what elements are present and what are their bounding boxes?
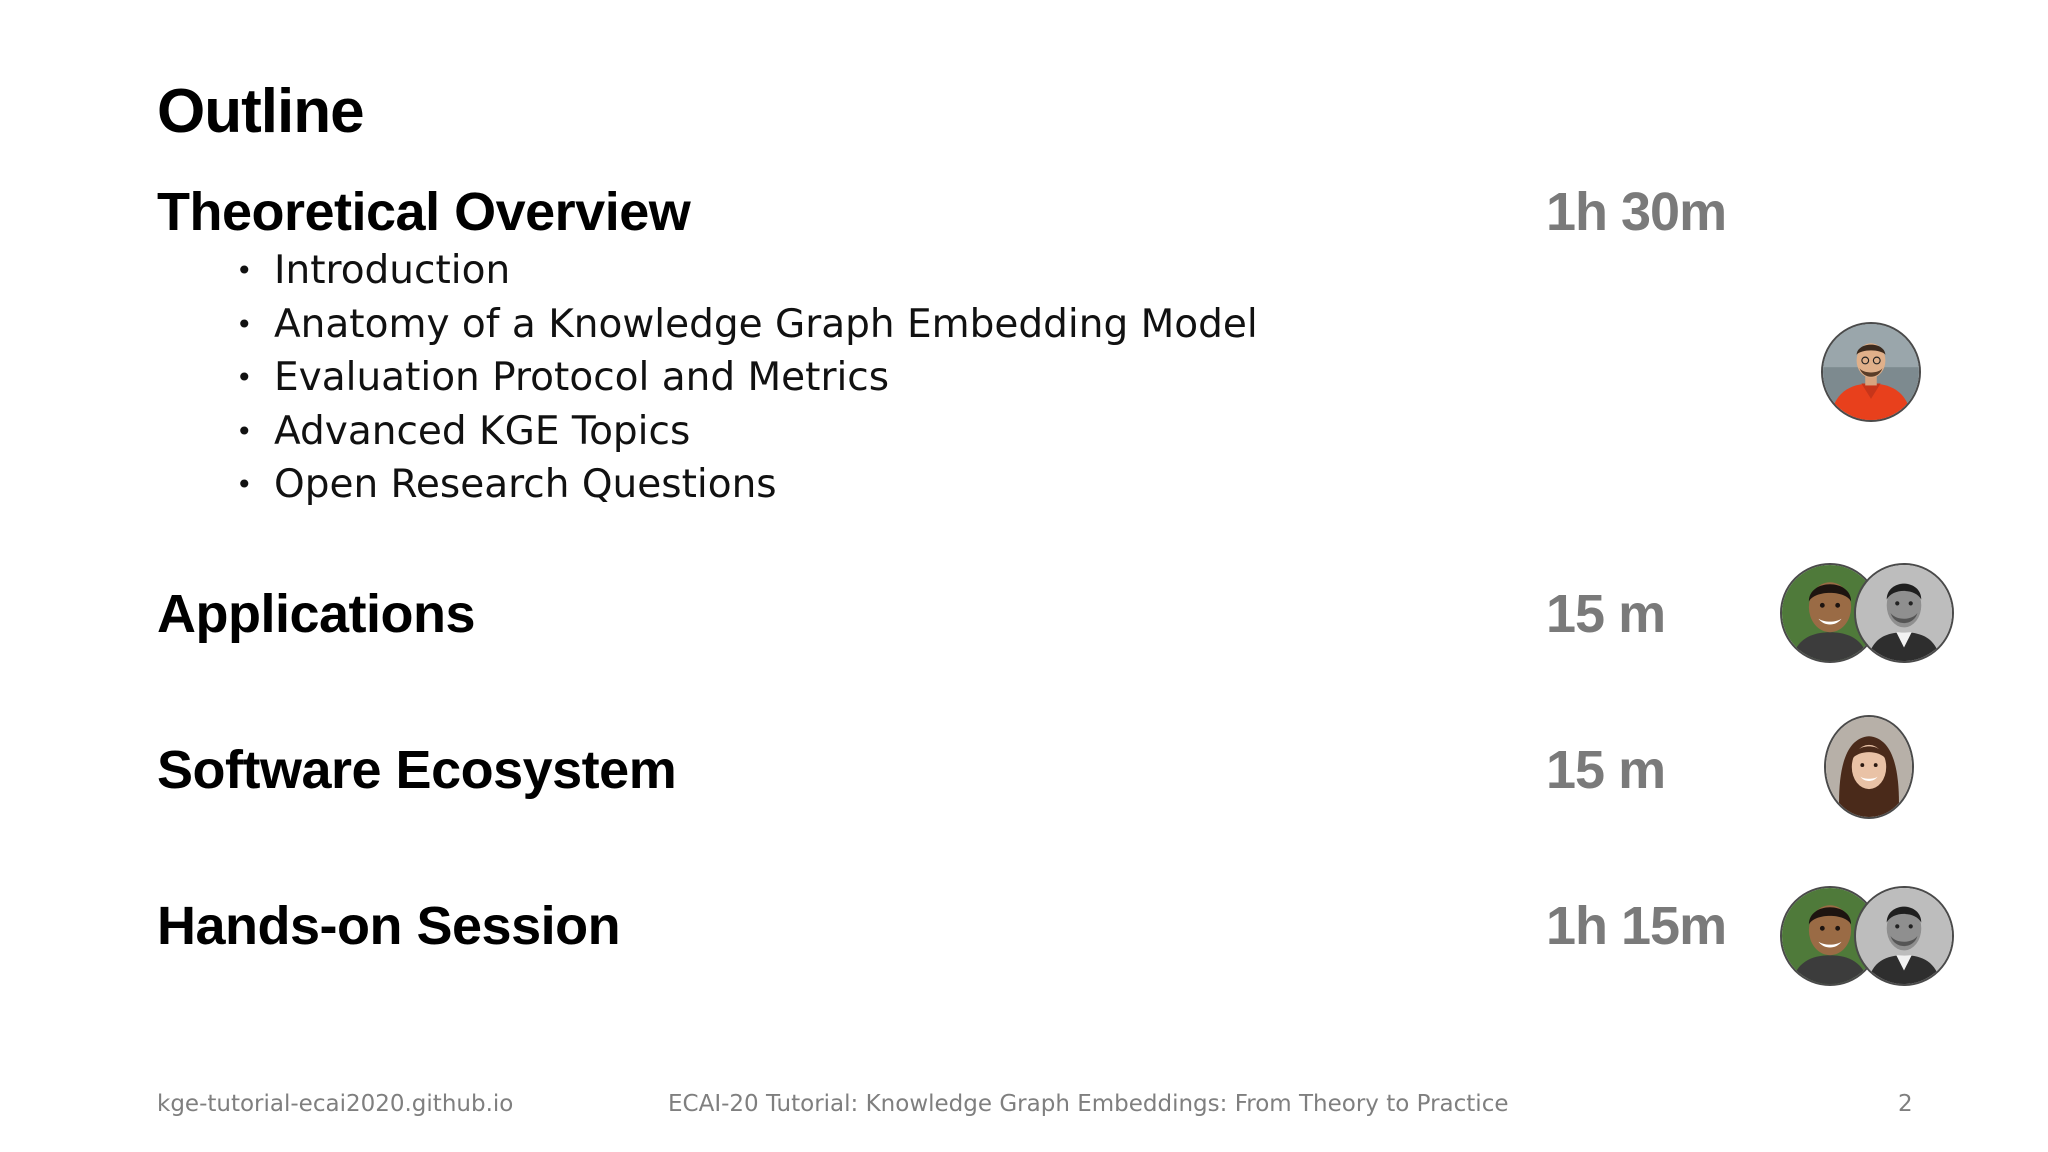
list-item: [232, 458, 1258, 512]
footer-event-title: ECAI-20 Tutorial: Knowledge Graph Embeddings: From Theory to Practice: [668, 1091, 1509, 1117]
bullet-icon: •: [236, 307, 253, 341]
footer-website: kge-tutorial-ecai2020.github.io: [157, 1091, 514, 1117]
section-heading-hands-on-session: Hands-on Session: [157, 896, 621, 956]
presenter-photo-bw-man: [1854, 886, 1954, 986]
duration-applications: 15 m: [1546, 584, 1666, 644]
list-item: [232, 244, 1258, 298]
page-number: 2: [1898, 1091, 1913, 1117]
section-heading-applications: Applications: [157, 584, 476, 644]
section-heading-theoretical-overview: Theoretical Overview: [157, 182, 691, 242]
duration-software-ecosystem: 15 m: [1546, 740, 1666, 800]
slide-title: Outline: [157, 77, 364, 146]
list-item-label: Introduction: [274, 248, 511, 293]
bullet-icon: •: [236, 254, 253, 287]
list-item: [232, 351, 1258, 405]
theoretical-overview-topic-list: [232, 244, 1258, 512]
list-item-label: Advanced KGE Topics: [274, 408, 691, 454]
section-heading-software-ecosystem: Software Ecosystem: [157, 740, 677, 800]
duration-hands-on-session: 1h 15m: [1546, 896, 1727, 956]
list-item: [232, 405, 1258, 459]
list-item-label: Open Research Questions: [274, 462, 777, 507]
bullet-icon: •: [236, 361, 253, 394]
bullet-icon: •: [236, 414, 253, 448]
presenter-photo-woman: [1824, 715, 1914, 819]
presenter-photo-bw-man: [1854, 563, 1954, 663]
presenter-photo-red-jacket: [1821, 322, 1921, 422]
list-item-label: Evaluation Protocol and Metrics: [274, 355, 890, 400]
avatar-red-jacket-icon: [1823, 324, 1919, 420]
avatar-bw-man-icon: [1856, 565, 1952, 661]
list-item-label: Anatomy of a Knowledge Graph Embedding Model: [274, 301, 1258, 347]
duration-theoretical-overview: 1h 30m: [1546, 182, 1727, 242]
avatar-bw-man-icon: [1856, 888, 1952, 984]
avatar-woman-icon: [1826, 717, 1912, 817]
bullet-icon: •: [236, 468, 253, 501]
list-item: [232, 298, 1258, 352]
